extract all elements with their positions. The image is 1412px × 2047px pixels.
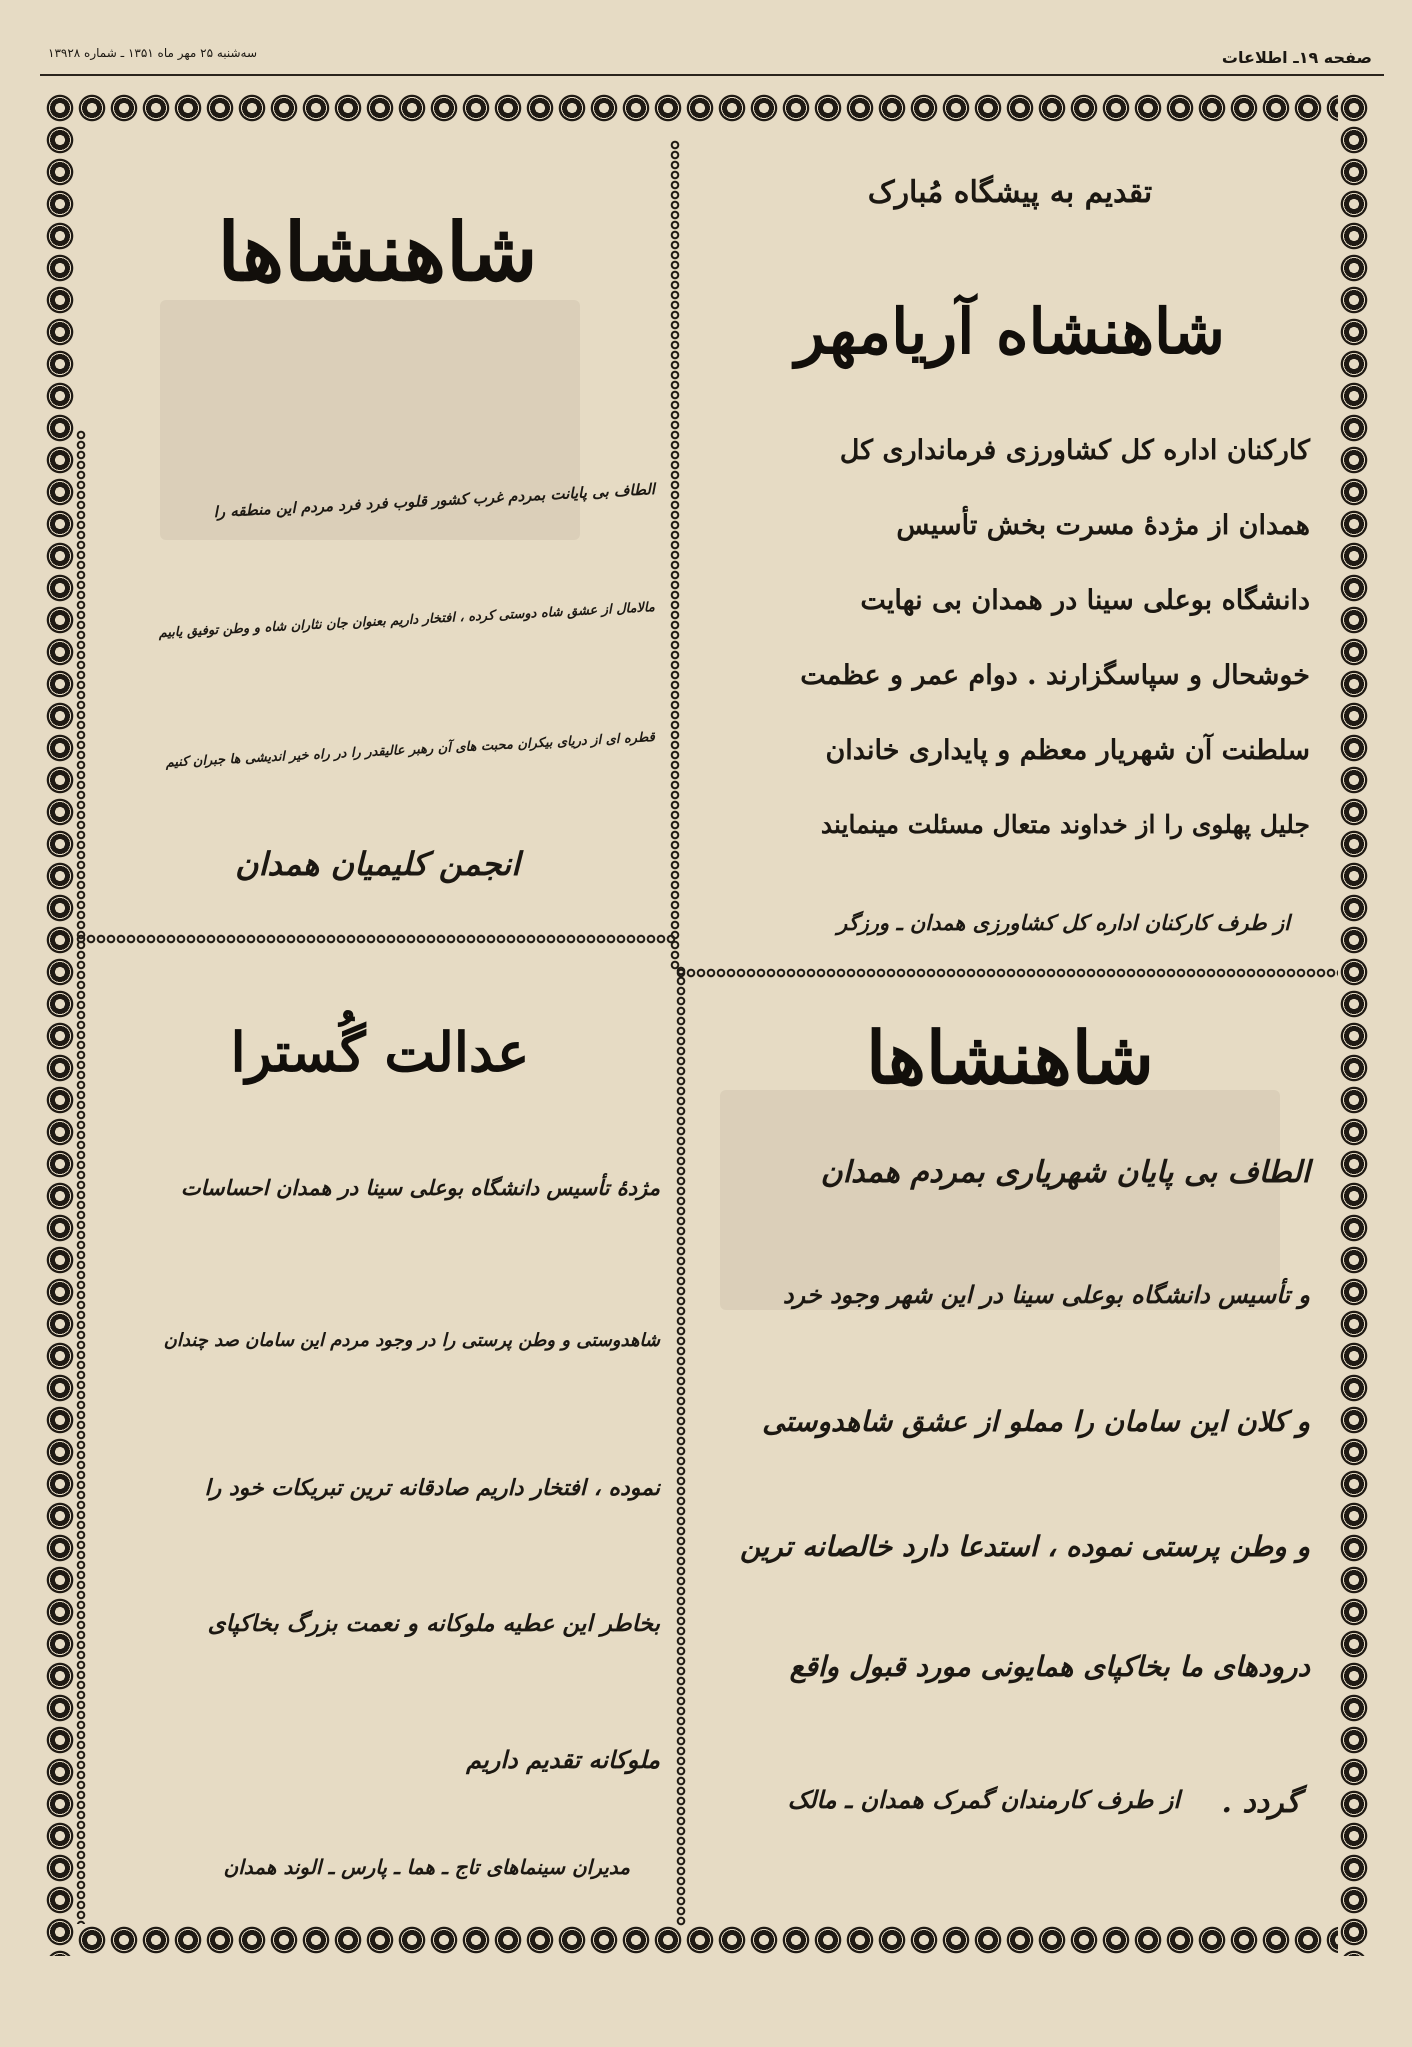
ad-body-line: الطاف بی پایان شهریاری بمردم همدان xyxy=(820,1155,1310,1190)
divider-vertical-top xyxy=(670,140,680,970)
ad-top-right xyxy=(690,130,1330,960)
ad-body-line: خوشحال و سپاسگزارند . دوام عمر و عظمت xyxy=(800,660,1310,691)
ad-body-line: گردد . xyxy=(1221,1785,1300,1820)
ad-body-line: سلطنت آن شهریار معظم و پایداری خاندان xyxy=(825,735,1310,766)
ad-signature: انجمن کلیمیان همدان xyxy=(234,845,521,883)
ad-bottom-left xyxy=(90,950,670,1920)
divider-horizontal-left xyxy=(76,934,676,944)
ad-body-line: الطاف بی پایانت بمردم غرب کشور قلوب فرد فرد مردم این منطقه را xyxy=(213,480,656,522)
ad-body-line: شاهدوستی و وطن پرستی را در وجود مردم این سامان صد چندان xyxy=(163,1330,660,1351)
ad-body-line: کارکنان اداره کل کشاورزی فرمانداری کل xyxy=(839,435,1310,466)
ad-body-line: جلیل پهلوی را از خداوند متعال مسئلت مینمایند xyxy=(820,810,1310,839)
page-header xyxy=(40,34,1384,76)
ad-body-line: و وطن پرستی نموده ، استدعا دارد خالصانه ترین xyxy=(740,1530,1310,1563)
ad-title: شاهنشاها xyxy=(865,1015,1155,1100)
panel-frame-left-inner xyxy=(76,430,86,1924)
ad-body-line: دانشگاه بوعلی سینا در همدان بی نهایت xyxy=(860,585,1310,616)
issue-date: سه‌شنبه ۲۵ مهر ماه ۱۳۵۱ ـ شماره ۱۳۹۲۸ xyxy=(48,46,258,60)
ad-bottom-right xyxy=(690,985,1330,1920)
ornament-border-left xyxy=(44,92,76,1956)
ad-body-line: و تأسیس دانشگاه بوعلی سینا در این شهر وجود خرد xyxy=(782,1280,1310,1309)
ad-title: شاهنشاها xyxy=(217,205,538,299)
ad-body-line: مالامال از عشق شاه دوستی کرده ، افتخار داریم بعنوان جان نثاران شاه و وطن توفیق یابیم xyxy=(158,600,656,641)
ad-body-line: نموده ، افتخار داریم صادقانه ترین تبریکات خود را xyxy=(204,1475,660,1501)
ad-signature: از طرف کارمندان گمرک همدان ـ مالک xyxy=(787,1785,1180,1814)
ad-intro: تقدیم به پیشگاه مُبارک xyxy=(867,175,1153,210)
ad-signature: از طرف کارکنان اداره کل کشاورزی همدان ـ ورزگر xyxy=(837,910,1290,935)
ad-body-line: ملوکانه تقدیم داریم xyxy=(466,1745,660,1774)
ad-title: عدالت گُسترا xyxy=(230,1020,530,1084)
ornament-border-bottom xyxy=(44,1924,1370,1956)
divider-horizontal-right xyxy=(676,968,1338,978)
ornament-border-right xyxy=(1338,92,1370,1956)
divider-vertical-bottom xyxy=(676,966,686,1926)
ad-body-line: بخاطر این عطیه ملوکانه و نعمت بزرگ بخاکپای xyxy=(207,1610,660,1637)
ad-title: شاهنشاه آریامهر xyxy=(795,295,1225,368)
ad-top-left xyxy=(90,130,665,930)
page-number-title: صفحه ۱۹ـ اطلاعات xyxy=(1221,48,1372,67)
ad-signature: مدیران سینماهای تاج ـ هما ـ پارس ـ الوند همدان xyxy=(223,1855,630,1879)
ad-body-line: درودهای ما بخاکپای همایونی مورد قبول واقع xyxy=(789,1650,1310,1683)
ornament-border-top xyxy=(44,92,1370,124)
ad-body-line: و کلان این سامان را مملو از عشق شاهدوستی xyxy=(762,1405,1310,1438)
ad-body-line: مژدهٔ تأسیس دانشگاه بوعلی سینا در همدان احساسات xyxy=(180,1175,660,1200)
ad-body-line: همدان از مژدهٔ مسرت بخش تأسیس xyxy=(896,510,1310,541)
ad-body-line: قطره ای از دریای بیکران محبت های آن رهبر عالیقدر را در راه خیر اندیشی ها جبران کنیم xyxy=(165,730,656,771)
